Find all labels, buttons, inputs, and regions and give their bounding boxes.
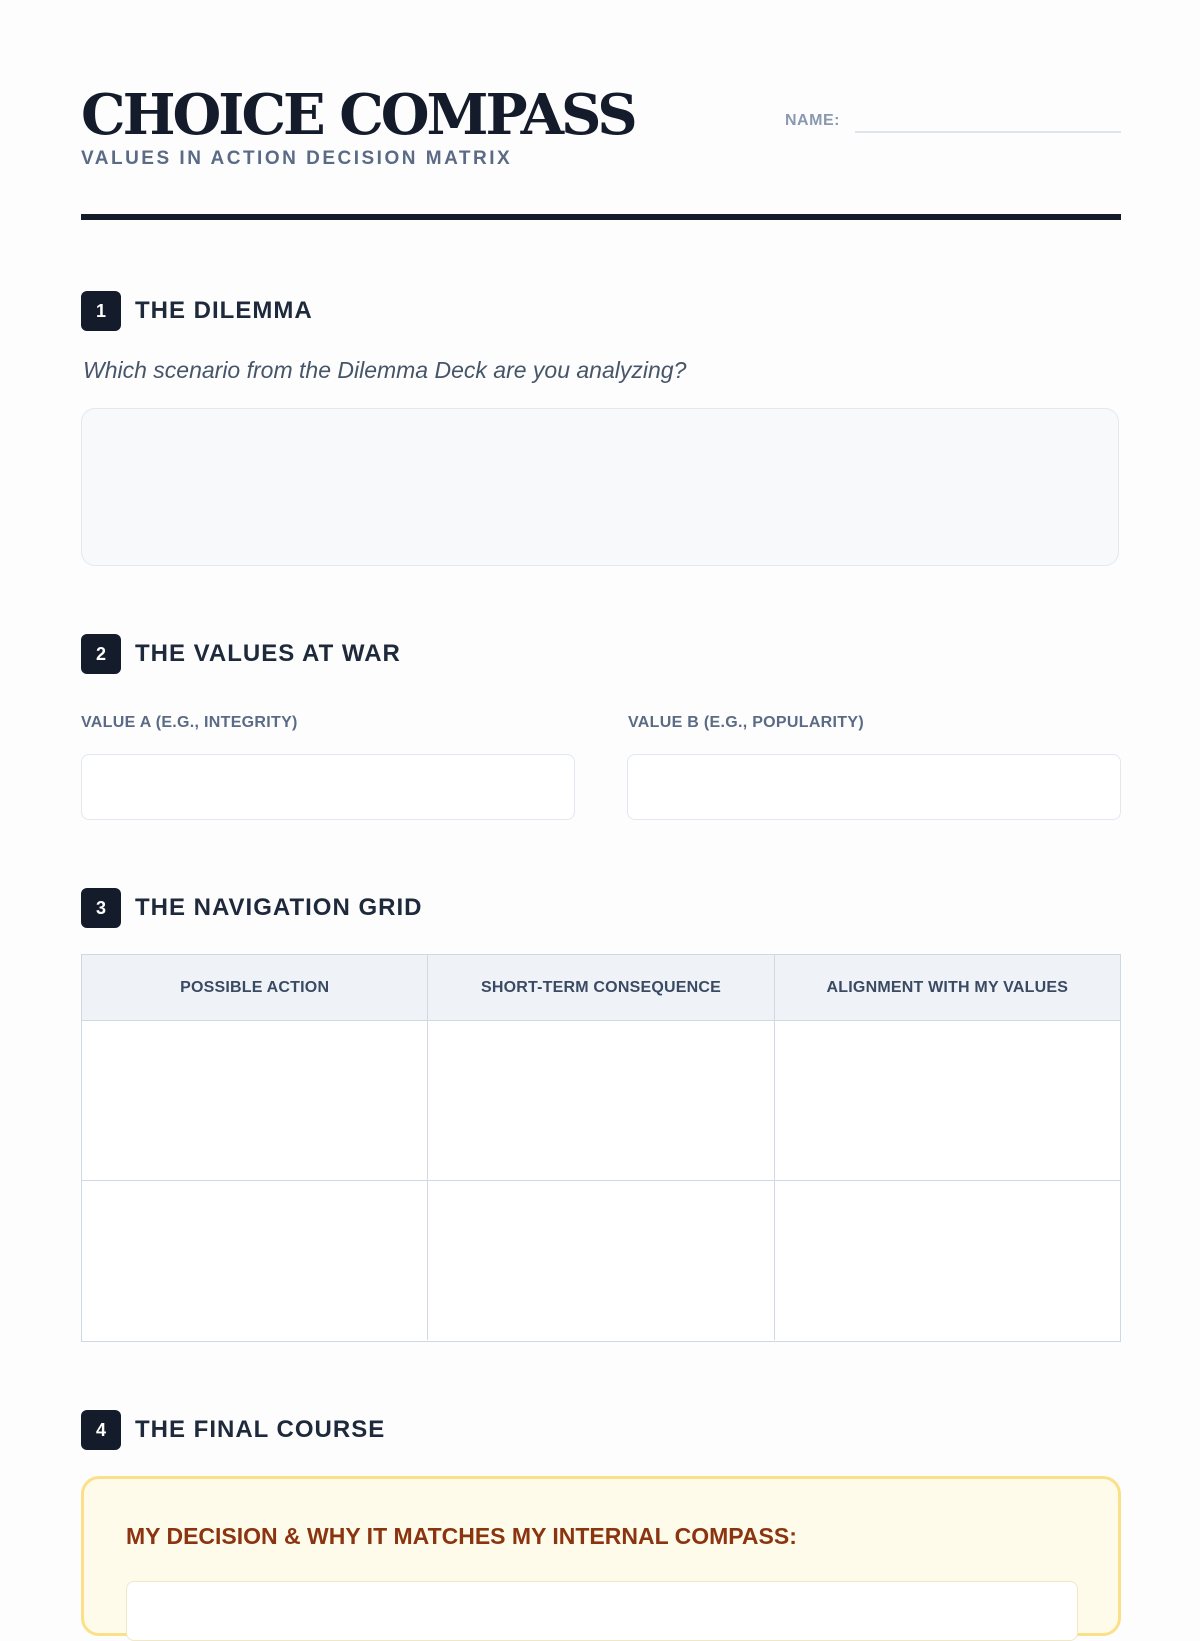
dilemma-answer-box[interactable] — [81, 408, 1119, 566]
section-number-badge: 4 — [81, 1410, 121, 1450]
worksheet-header — [81, 82, 1121, 222]
column-header-alignment: ALIGNMENT WITH MY VALUES — [826, 978, 1069, 996]
table-header-row — [82, 955, 1120, 1021]
table-cell[interactable] — [428, 1021, 774, 1180]
section-grid-heading — [81, 888, 1121, 928]
header-divider — [81, 214, 1121, 220]
section-title: THE DILEMMA — [135, 297, 313, 324]
section-final-heading — [81, 1410, 1121, 1450]
value-a-input[interactable] — [81, 754, 575, 820]
table-cell[interactable] — [82, 1021, 428, 1180]
final-decision-label: MY DECISION & WHY IT MATCHES MY INTERNAL COMPASS: — [126, 1523, 797, 1549]
section-number-badge: 2 — [81, 634, 121, 674]
table-cell[interactable] — [428, 1181, 774, 1340]
page-title: CHOICE COMPASS — [81, 82, 635, 148]
final-decision-box — [81, 1476, 1121, 1636]
section-number-badge: 3 — [81, 888, 121, 928]
table-cell[interactable] — [775, 1181, 1120, 1340]
name-input-line[interactable] — [855, 131, 1121, 133]
section-title: THE NAVIGATION GRID — [135, 894, 423, 921]
table-cell[interactable] — [775, 1021, 1120, 1180]
section-dilemma-heading — [81, 291, 1121, 331]
navigation-grid-table — [81, 954, 1121, 1342]
name-label: NAME: — [785, 112, 840, 129]
dilemma-prompt: Which scenario from the Dilemma Deck are you analyzing? — [83, 357, 687, 383]
value-b-input[interactable] — [627, 754, 1121, 820]
table-row — [82, 1181, 1120, 1340]
page-subtitle: VALUES IN ACTION DECISION MATRIX — [81, 148, 513, 169]
section-values-heading — [81, 634, 1121, 674]
name-field — [785, 110, 1121, 142]
worksheet-page — [81, 0, 1121, 1600]
section-title: THE FINAL COURSE — [135, 1416, 386, 1443]
section-number-badge: 1 — [81, 291, 121, 331]
section-title: THE VALUES AT WAR — [135, 640, 401, 667]
value-b-label: VALUE B (E.G., POPULARITY) — [628, 714, 864, 731]
final-decision-input[interactable] — [126, 1581, 1078, 1641]
table-row — [82, 1021, 1120, 1181]
value-a-label: VALUE A (E.G., INTEGRITY) — [81, 714, 298, 731]
column-header-possible-action: POSSIBLE ACTION — [82, 955, 428, 1020]
table-cell[interactable] — [82, 1181, 428, 1340]
column-header-short-term-consequence: SHORT-TERM CONSEQUENCE — [428, 955, 774, 1020]
